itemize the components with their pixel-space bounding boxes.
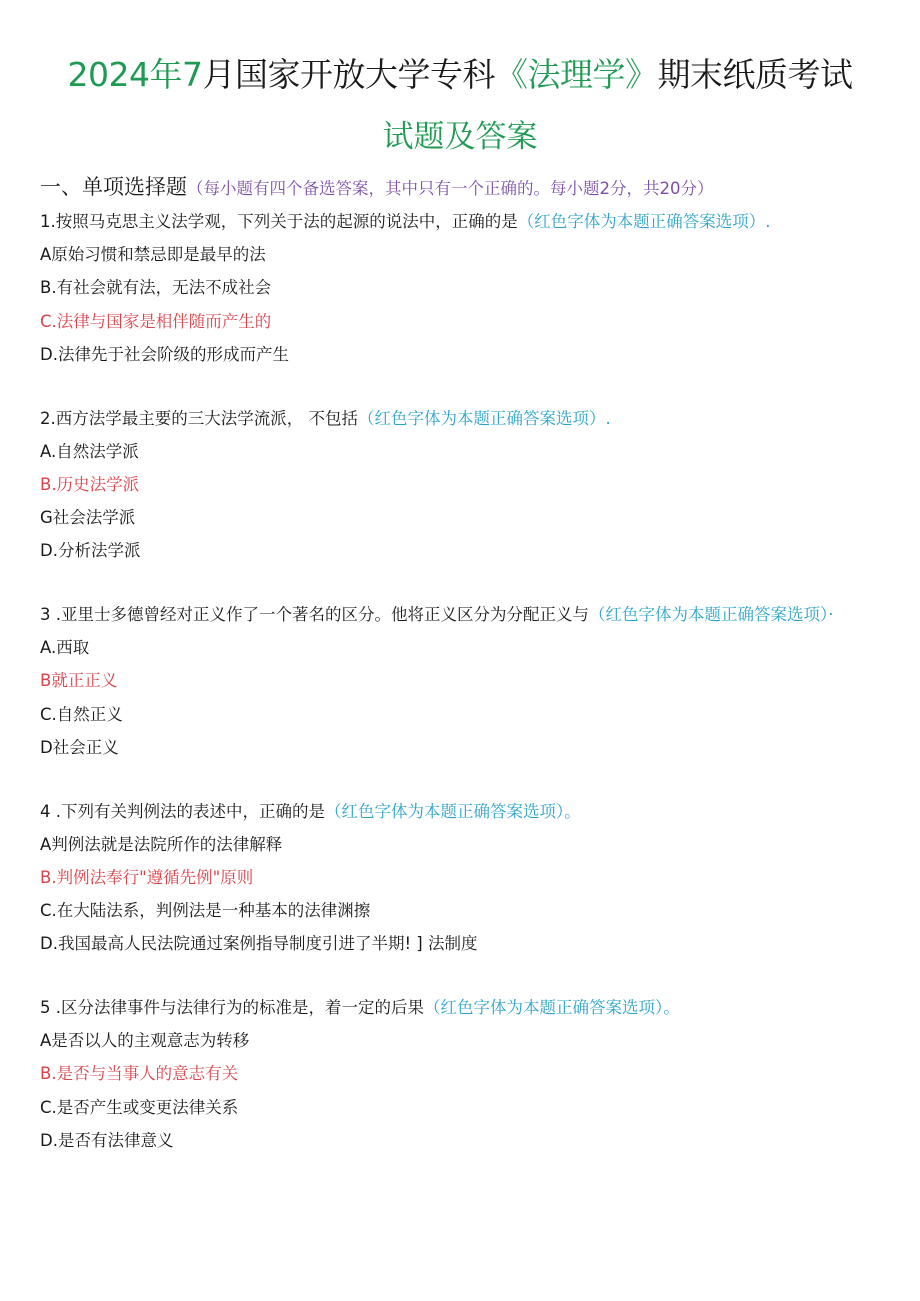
option-d: D.分析法学派	[40, 541, 141, 561]
stem-end: ·	[828, 605, 834, 625]
option-a: A.西取	[40, 638, 90, 658]
section-note: （每小题有四个备选答案，其中只有一个正确的。每小题2分，共20分）	[187, 179, 714, 198]
section-heading	[40, 171, 714, 205]
question-1	[40, 205, 880, 371]
option-c: C.自然正义	[40, 704, 123, 724]
stem-text: 1.按照马克思主义法学观，下列关于法的起源的说法中，正确的是	[40, 212, 518, 231]
option-d: D.法律先于社会阶级的形成而产生	[40, 344, 289, 364]
option-a: A是否以人的主观意志为转移	[40, 1031, 250, 1051]
option-c: C.在大陆法系，判例法是一种基本的法律渊擦	[40, 901, 371, 921]
stem-end: 。	[564, 801, 581, 821]
answer-hint: （红色字体为本题正确答案选项）	[358, 408, 606, 428]
title-month-school: 月国家开放大学专科	[202, 55, 495, 94]
option-b-correct: B就正正义	[40, 671, 118, 691]
question-stem	[40, 598, 880, 631]
question-5	[40, 991, 880, 1157]
option-b-correct: B.判例法奉行"遵循先例"原则	[40, 867, 254, 887]
option-a: A原始习惯和禁忌即是最早的法	[40, 245, 266, 265]
stem-end: .	[605, 408, 611, 428]
title-year: 2024年7	[67, 55, 203, 94]
question-stem	[40, 795, 880, 828]
stem-text: 2.西方法学最主要的三大法学流派， 不包括	[40, 408, 358, 428]
option-d: D.是否有法律意义	[40, 1130, 174, 1150]
option-b-correct: B.历史法学派	[40, 474, 140, 494]
page-title	[0, 50, 920, 100]
section-title: 一、单项选择题	[40, 175, 187, 199]
question-stem	[40, 402, 880, 435]
stem-end: .	[765, 212, 771, 231]
question-4	[40, 795, 880, 961]
option-d: D社会正义	[40, 737, 119, 757]
title-course: 《法理学》	[494, 55, 658, 94]
option-d: D.我国最高人民法院通过案例指导制度引进了半期! ] 法制度	[40, 934, 478, 954]
answer-hint: （红色字体为本题正确答案选项）	[424, 998, 664, 1018]
stem-text: 3 .亚里士多德曾经对正义作了一个著名的区分。他将正义区分为分配正义与	[40, 605, 589, 625]
question-3	[40, 598, 880, 764]
option-b: B.有社会就有法，无法不成社会	[40, 278, 272, 298]
stem-text: 5 .区分法律事件与法律行为的标准是，着一定的后果	[40, 998, 424, 1018]
stem-end: 。	[663, 998, 680, 1018]
answer-hint: （红色字体为本题正确答案选项）	[325, 801, 565, 821]
option-a: A判例法就是法院所作的法律解释	[40, 834, 283, 854]
option-a: A.自然法学派	[40, 441, 139, 461]
question-list	[40, 205, 880, 1188]
option-c-correct: C.法律与国家是相伴随而产生的	[40, 311, 272, 331]
page-subtitle: 试题及答案	[382, 119, 538, 155]
option-c: C.是否产生或变更法律关系	[40, 1097, 239, 1117]
option-b-correct: B.是否与当事人的意志有关	[40, 1064, 239, 1084]
question-stem	[40, 205, 880, 238]
option-c: G社会法学派	[40, 508, 136, 528]
answer-hint: （红色字体为本题正确答案选项）	[589, 605, 829, 625]
answer-hint: （红色字体为本题正确答案选项）	[517, 212, 766, 231]
question-2	[40, 402, 880, 568]
question-stem	[40, 991, 880, 1024]
stem-text: 4 .下列有关判例法的表述中，正确的是	[40, 801, 325, 821]
title-exam-type: 期末纸质考试	[657, 55, 853, 94]
